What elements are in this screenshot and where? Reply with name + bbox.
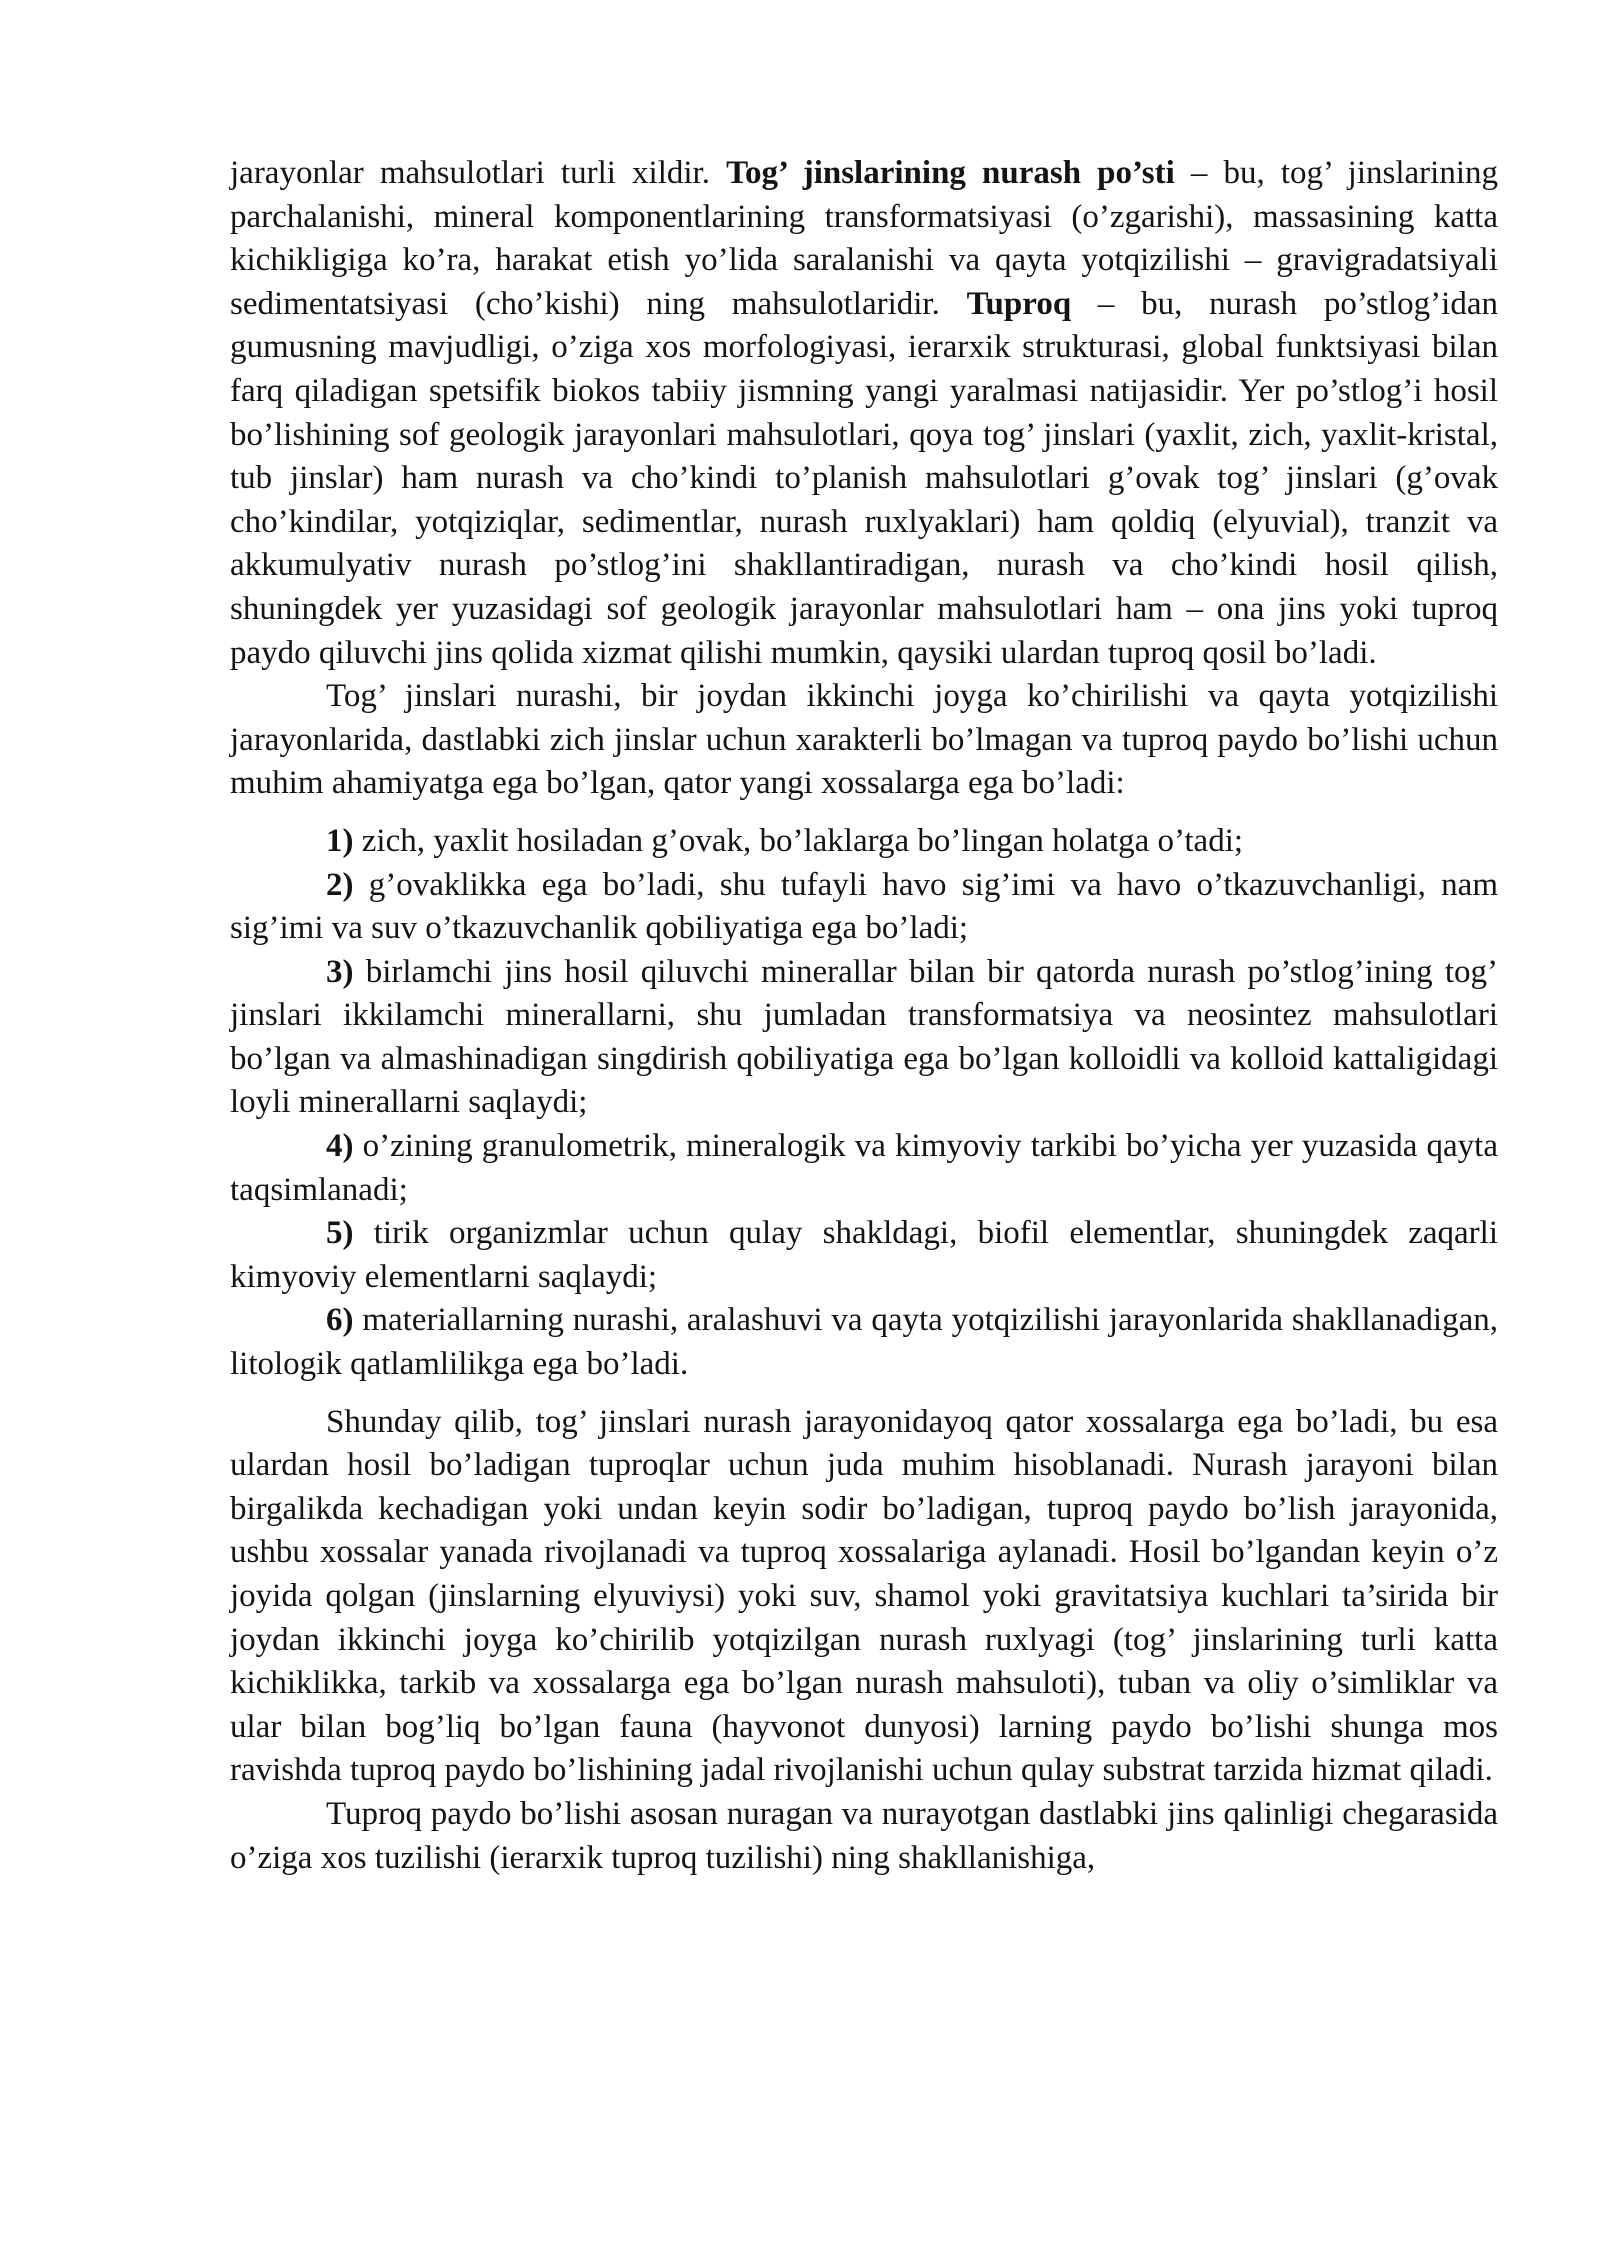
list-text: zich, yaxlit hosiladan g’ovak, bo’laklarga bo’lingan holatga o’tadi;	[353, 822, 1244, 859]
list-text: tirik organizmlar uchun qulay shakldagi, biofil elementlar, shuningdek zaqarli kimyoviy elementlarni saqlaydi;	[230, 1215, 1498, 1295]
document-page	[230, 152, 1498, 1880]
paragraph-properties-intro: Tog’ jinslari nurashi, bir joydan ikkinchi joyga ko’chirilishi va qayta yotqizilishi jarayonlarida, dastlabki zich jinslar uchun xarakterli bo’lmagan va tuproq paydo bo’lishi uchun muhim ahamiyatga ega bo’lgan, qator yangi xossalarga ega bo’ladi:	[230, 678, 1498, 802]
list-text: birlamchi jins hosil qiluvchi minerallar bilan bir qatorda nurash po’stlog’ining tog’ jinslari ikkilamchi minerallarni, shu jumladan transformatsiya va neosintez mahsulotlari bo’lgan va almashinadigan singdirish qobiliyatiga ega bo’lgan kolloidli va kolloid kattaligidagi loyli minerallarni saqlaydi;	[230, 953, 1498, 1121]
list-number: 2)	[326, 866, 354, 903]
list-item-6	[230, 1299, 1498, 1386]
list-item-5	[230, 1212, 1498, 1299]
paragraph-text: – bu, tog’ jinslarining parchalanishi, mineral komponentlarining transformatsiyasi (o’zgarishi), massasining katta kichikligiga ko’ra, harakat etish yo’lida saralanishi va qayta yotqizilishi – gravigradatsiyali sedimentatsiyasi (cho’kishi) ning mahsulotlaridir.	[230, 155, 1498, 322]
list-text: g’ovaklikka ega bo’ladi, shu tufayli havo sig’imi va havo o’tkazuvchanligi, nam sig’imi va suv o’tkazuvchanlik qobiliyatiga ega bo’ladi;	[230, 866, 1498, 947]
term-weathering-crust: Tog’ jinslarining nurash po’sti	[726, 155, 1175, 191]
list-number: 4)	[326, 1128, 354, 1165]
list-item-1	[230, 820, 1498, 864]
list-item-2	[230, 864, 1498, 951]
list-number: 1)	[326, 822, 354, 859]
list-number: 6)	[326, 1302, 354, 1339]
paragraph-text: – bu, nurash po’stlog’idan gumusning mavjudligi, o’ziga xos morfologiyasi, ierarxik strukturasi, global funktsiyasi bilan farq qiladigan spetsifik biokos tabiiy jismning yangi yaralmasi natijasidir. Yer po’stlog’i hosil bo’lishining sof geologik jarayonlari mahsulotlari, qoya tog’ jinslari (yaxlit, zich, yaxlit-kristal, tub jinslar) ham nurash va cho’kindi to’planish mahsulotlari g’ovak tog’ jinslari (g’ovak cho’kindilar, yotqiziqlar, sedimentlar, nurash ruxlyaklari) ham qoldiq (elyuvial), tranzit va akkumulyativ nurash po’stlog’ini shakllantiradigan, nurash va cho’kindi hosil qilish, shuningdek yer yuzasidagi sof geologik jarayonlar mahsulotlari ham – ona jins yoki tuproq paydo qiluvchi jins qolida xizmat qilishi mumkin, qaysiki ulardan tuproq qosil bo’ladi.	[230, 285, 1498, 671]
list-number: 5)	[326, 1215, 354, 1252]
list-text: o’zining granulometrik, mineralogik va kimyoviy tarkibi bo’yicha yer yuzasida qayta taqsimlanadi;	[230, 1128, 1498, 1208]
term-soil: Tuproq	[966, 285, 1072, 322]
list-item-4	[230, 1125, 1498, 1212]
list-item-3	[230, 951, 1498, 1125]
paragraph-soil-formation: Tuproq paydo bo’lishi asosan nuragan va nurayotgan dastlabki jins qalinligi chegarasida o’ziga xos tuzilishi (ierarxik tuproq tuzilishi) ning shakllanishiga,	[230, 1795, 1498, 1876]
list-number: 3)	[326, 953, 354, 990]
list-text: materiallarning nurashi, aralashuvi va qayta yotqizilishi jarayonlarida shakllanadigan, litologik qatlamlilikga ega bo’ladi.	[230, 1302, 1498, 1383]
paragraph-text: jarayonlar mahsulotlari turli xildir.	[230, 155, 727, 191]
paragraph-intro	[230, 152, 1498, 675]
paragraph-conclusion: Shunday qilib, tog’ jinslari nurash jarayonidayoq qator xossalarga ega bo’ladi, bu esa ulardan hosil bo’ladigan tuproqlar uchun juda muhim hisoblanadi. Nurash jarayoni bilan birgalikda kechadigan yoki undan keyin sodir bo’ladigan, tuproq paydo bo’lish jarayonida, ushbu xossalar yanada rivojlanadi va tuproq xossalariga aylanadi. Hosil bo’lgandan keyin o’z joyida qolgan (jinslarning elyuviysi) yoki suv, shamol yoki gravitatsiya kuchlari ta’sirida bir joydan ikkinchi joyga ko’chirilib yotqizilgan nurash ruxlyagi (tog’ jinslarining turli katta kichiklikka, tarkib va xossalarga ega bo’lgan nurash mahsuloti), tuban va oliy o’simliklar va ular bilan bog’liq bo’lgan fauna (hayvonot dunyosi) larning paydo bo’lishi shunga mos ravishda tuproq paydo bo’lishining jadal rivojlanishi uchun qulay substrat tarzida hizmat qiladi.	[230, 1403, 1498, 1789]
